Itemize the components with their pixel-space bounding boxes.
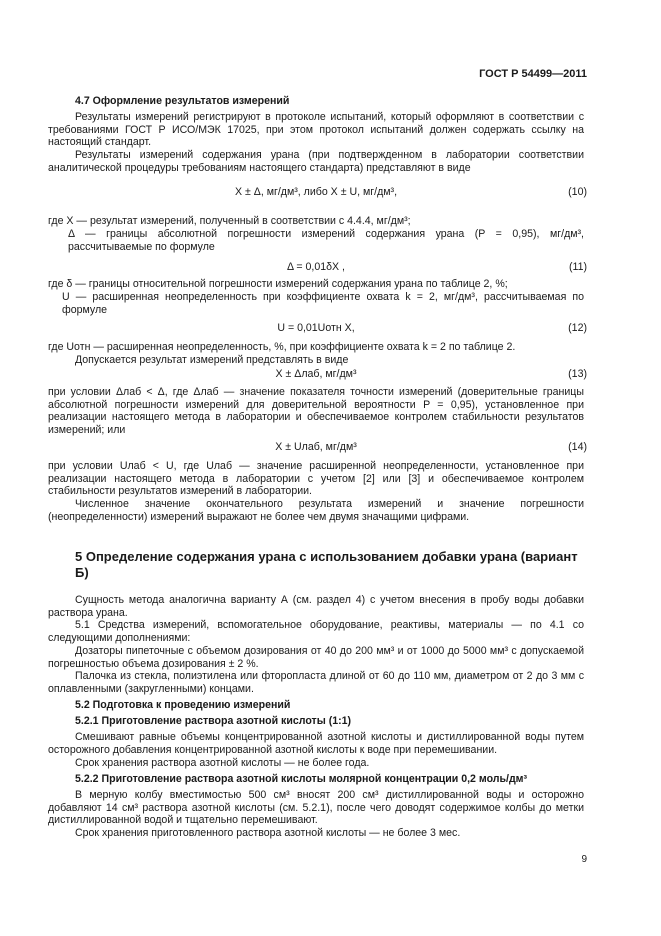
paragraph: при условии Uлаб < U, где Uлаб — значение расширенной неопределенности, установленное при реализации настоящего метода в лаборатории с учетом [2] или [3] и обеспечиваемое контролем стабильности результатов измерений в лаборатории. bbox=[48, 460, 584, 498]
page-number: 9 bbox=[581, 854, 587, 865]
equation-10: X ± Δ, мг/дм³, либо X ± U, мг/дм³, bbox=[234, 186, 398, 198]
paragraph: Допускается результат измерений представлять в виде bbox=[75, 354, 349, 366]
section-5-2-2-title: 5.2.2 Приготовление раствора азотной кислоты молярной концентрации 0,2 моль/дм³ bbox=[75, 773, 528, 785]
equation-12: U = 0,01Uотн X, bbox=[277, 322, 355, 334]
paragraph: Срок хранения приготовленного раствора азотной кислоты — не более 3 мес. bbox=[75, 827, 461, 839]
equation-number: (14) bbox=[568, 441, 587, 453]
paragraph: при условии Δлаб < Δ, где Δлаб — значение показателя точности измерений (доверительные границы абсолютной погрешности измерений для доверительной вероятности P = 0,95), установленное при реализации настоящего метода в лаборатории и обеспечиваемое контролем стабильности результатов измерений; или bbox=[48, 386, 584, 436]
equation-14: X ± Uлаб, мг/дм³ bbox=[275, 441, 357, 453]
paragraph: Смешивают равные объемы концентрированной азотной кислоты и дистиллированной воды путем осторожного добавления концентрированной азотной кислоты к воде при перемешивании. bbox=[48, 731, 584, 756]
section-5-2-title: 5.2 Подготовка к проведению измерений bbox=[75, 699, 291, 711]
paragraph: Срок хранения раствора азотной кислоты — не более года. bbox=[75, 757, 370, 769]
where-clause: U — расширенная неопределенность при коэффициенте охвата k = 2, мг/дм³, рассчитываемая по формуле bbox=[62, 291, 584, 316]
equation-number: (12) bbox=[568, 322, 587, 334]
paragraph: Палочка из стекла, полиэтилена или фторопласта длиной от 60 до 110 мм, диаметром от 2 до 3 мм с оплавленными (закругленными) концами. bbox=[48, 670, 584, 695]
paragraph: В мерную колбу вместимостью 500 см³ вносят 200 см³ дистиллированной воды и осторожно добавляют 14 см³ раствора азотной кислоты (см. 5.2.1), после чего доводят содержимое колбы до метки дистиллированной водой и тщательно перемешивают. bbox=[48, 789, 584, 827]
section-4-7-title: 4.7 Оформление результатов измерений bbox=[75, 95, 290, 107]
equation-13: X ± Δлаб, мг/дм³ bbox=[275, 368, 357, 380]
paragraph: Результаты измерений регистрируют в протоколе испытаний, который оформляют в соответствии с требованиями ГОСТ Р ИСО/МЭК 17025, при этом протокол испытаний должен содержать ссылку на настоящий стандарт. bbox=[48, 111, 584, 149]
paragraph: Численное значение окончательного результата измерений и значение погрешности (неопределенности) измерений выражают не более чем двумя значащими цифрами. bbox=[48, 498, 584, 523]
where-clause: где X — результат измерений, полученный в соответствии с 4.4.4, мг/дм³; bbox=[48, 215, 411, 227]
section-5-2-1-title: 5.2.1 Приготовление раствора азотной кислоты (1:1) bbox=[75, 715, 352, 727]
equation-number: (13) bbox=[568, 368, 587, 380]
document-header: ГОСТ Р 54499—2011 bbox=[479, 68, 587, 80]
section-5-title: 5 Определение содержания урана с использованием добавки урана (вариант Б) bbox=[75, 549, 578, 580]
paragraph: Дозаторы пипеточные с объемом дозирования от 40 до 200 мм³ и от 1000 до 5000 мм³ с допускаемой погрешностью объема дозирования ± 2 %. bbox=[48, 645, 584, 670]
paragraph: Сущность метода аналогична варианту А (см. раздел 4) с учетом внесения в пробу воды добавки раствора урана. bbox=[48, 594, 584, 619]
paragraph: Результаты измерений содержания урана (при подтвержденном в лаборатории соответствии аналитической процедуры требованиям настоящего стандарта) представляют в виде bbox=[48, 149, 584, 174]
where-clause: где δ — границы относительной погрешности измерений содержания урана по таблице 2, %; bbox=[48, 278, 508, 290]
paragraph: 5.1 Средства измерений, вспомогательное оборудование, реактивы, материалы — по 4.1 со следующими дополнениями: bbox=[48, 619, 584, 644]
equation-number: (11) bbox=[568, 261, 587, 273]
where-clause: Δ — границы абсолютной погрешности измерений содержания урана (P = 0,95), мг/дм³, рассчитываемые по формуле bbox=[68, 228, 584, 253]
where-clause: где Uотн — расширенная неопределенность, %, при коэффициенте охвата k = 2 по таблице 2. bbox=[48, 341, 516, 353]
equation-number: (10) bbox=[568, 186, 587, 198]
equation-11: Δ = 0,01δX , bbox=[286, 261, 346, 273]
